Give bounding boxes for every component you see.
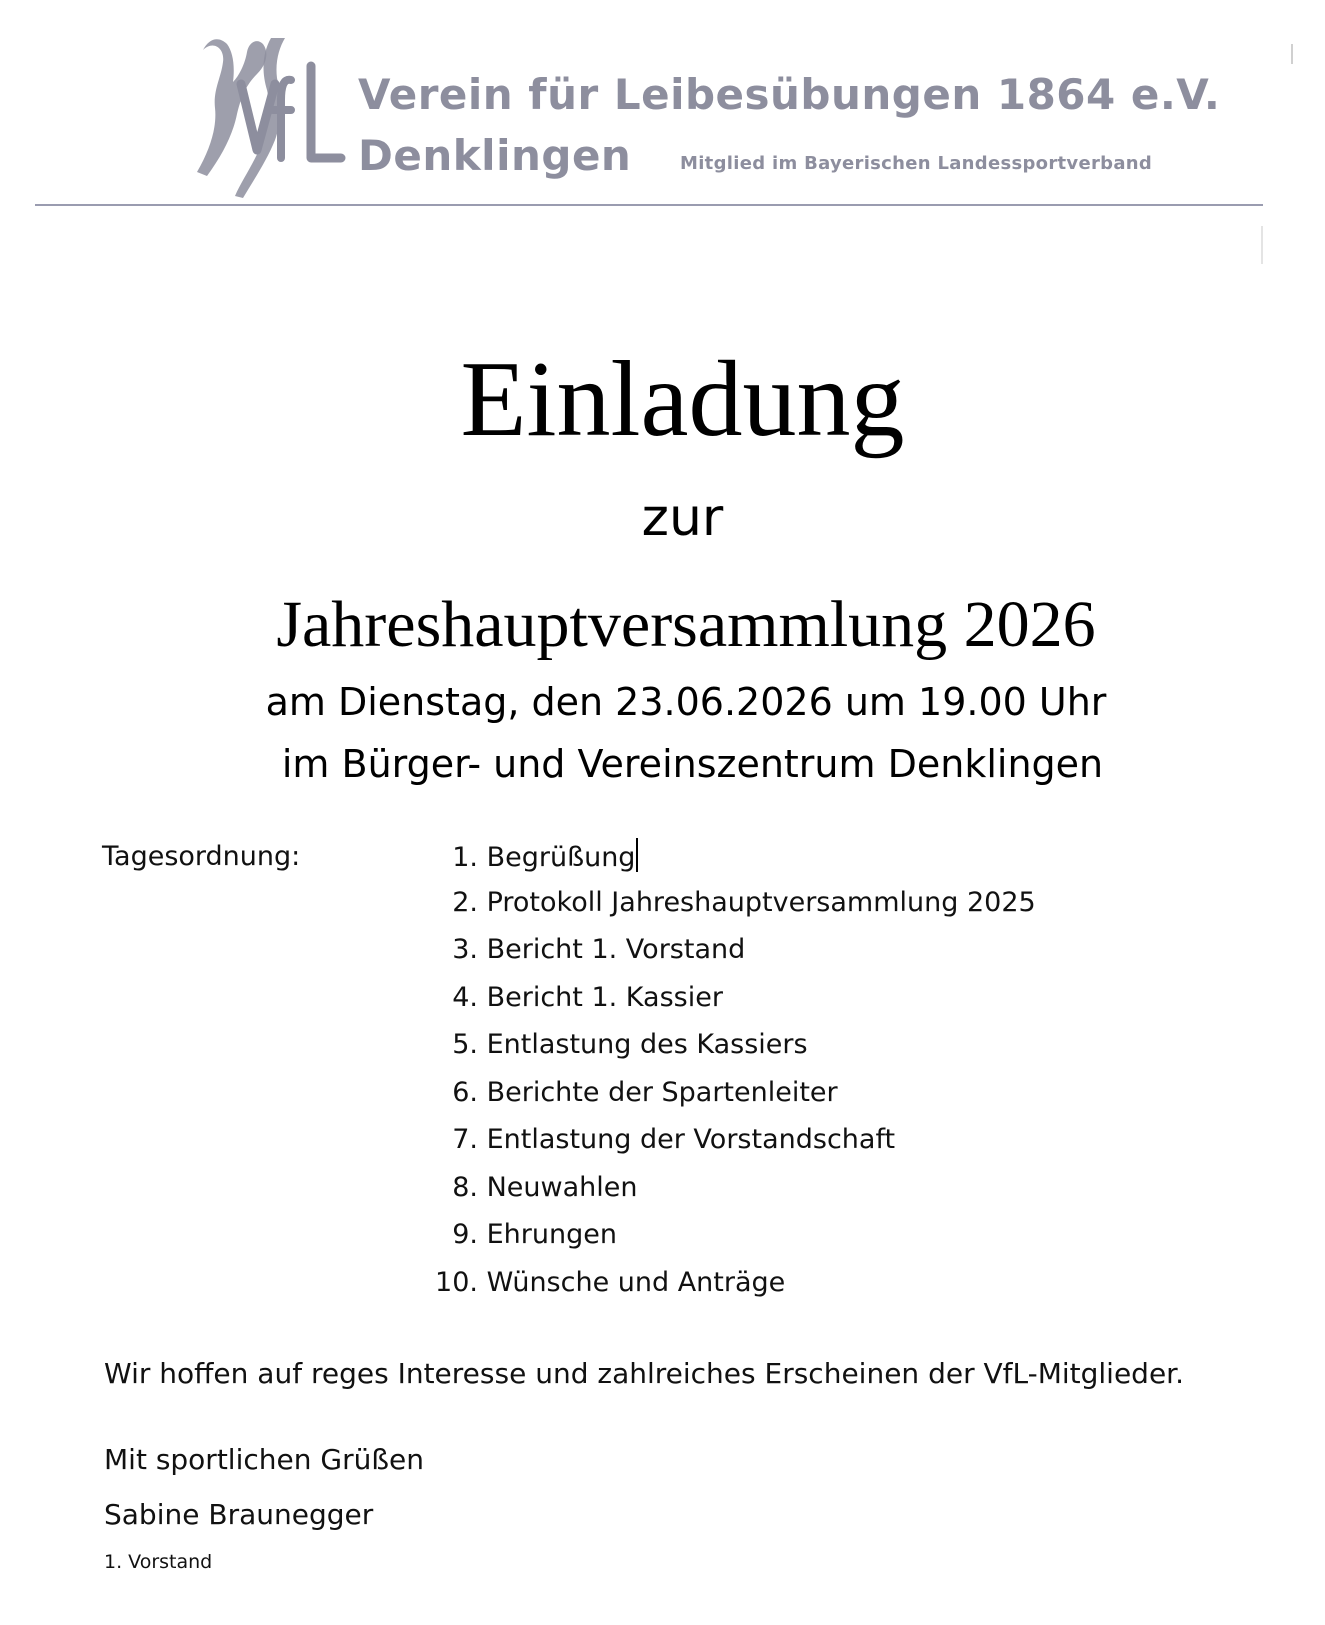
- agenda-item: [420, 1028, 1036, 1076]
- signer-name: Sabine Braunegger: [104, 1498, 374, 1531]
- org-name: Verein für Leibesübungen 1864 e.V.: [358, 70, 1221, 119]
- agenda-item-text: Entlastung des Kassiers: [486, 1029, 808, 1060]
- agenda-item: [420, 838, 1036, 886]
- event-place: im Bürger- und Vereinszentrum Denklingen: [281, 742, 1104, 786]
- header-divider: [35, 204, 1263, 206]
- agenda-item-text: Berichte der Spartenleiter: [486, 1076, 838, 1108]
- agenda-item: [420, 1218, 1036, 1266]
- agenda-item-number: 6.: [452, 1076, 478, 1108]
- org-city: Denklingen: [358, 131, 632, 180]
- agenda-item-number: 5.: [452, 1029, 478, 1060]
- text-cursor: [636, 838, 638, 872]
- letterhead: [0, 0, 1325, 215]
- agenda-item: [420, 981, 1036, 1029]
- agenda-item: [420, 1171, 1036, 1219]
- agenda-label: Tagesordnung:: [102, 841, 301, 872]
- scan-edge-mark: [1291, 44, 1293, 64]
- org-membership: Mitglied im Bayerischen Landessportverband: [680, 153, 1153, 174]
- agenda-item-number: 10.: [435, 1266, 478, 1298]
- event-name: Jahreshauptversammlung 2026: [276, 588, 1096, 661]
- scan-edge-mark: [1261, 226, 1263, 264]
- closing-greeting: Mit sportlichen Grüßen: [104, 1443, 424, 1476]
- agenda-item-number: 1.: [452, 842, 478, 873]
- agenda-item-text: Protokoll Jahreshauptversammlung 2025: [486, 886, 1036, 918]
- agenda-item: [420, 886, 1036, 934]
- agenda-item: [420, 1076, 1036, 1124]
- agenda-item: [420, 1266, 1036, 1314]
- agenda-item-number: 3.: [452, 934, 478, 965]
- agenda-item-text: Bericht 1. Kassier: [486, 981, 723, 1013]
- agenda-item-number: 9.: [452, 1219, 478, 1250]
- agenda-item: [420, 933, 1036, 981]
- agenda-item-text: Begrüßung: [486, 842, 636, 873]
- title-connector: zur: [641, 488, 724, 548]
- agenda-item-number: 4.: [452, 981, 478, 1013]
- agenda-item-number: 2.: [452, 886, 478, 918]
- vfl-logo-icon: [183, 30, 348, 200]
- agenda-item-text: Wünsche und Anträge: [486, 1266, 786, 1298]
- document-title: Einladung: [460, 340, 905, 459]
- event-date: am Dienstag, den 23.06.2026 um 19.00 Uhr: [265, 680, 1107, 724]
- agenda-item-text: Neuwahlen: [486, 1171, 638, 1203]
- agenda-list: [420, 838, 1036, 1313]
- agenda-item-number: 7.: [452, 1124, 478, 1155]
- agenda-item-text: Entlastung der Vorstandschaft: [486, 1124, 896, 1155]
- signer-role: 1. Vorstand: [104, 1551, 213, 1573]
- agenda-item: [420, 1123, 1036, 1171]
- agenda-item-text: Ehrungen: [486, 1219, 617, 1250]
- agenda-item-number: 8.: [452, 1171, 478, 1203]
- agenda-item-text: Bericht 1. Vorstand: [486, 934, 746, 965]
- closing-message: Wir hoffen auf reges Interesse und zahlreiches Erscheinen der VfL-Mitglieder.: [104, 1357, 1185, 1390]
